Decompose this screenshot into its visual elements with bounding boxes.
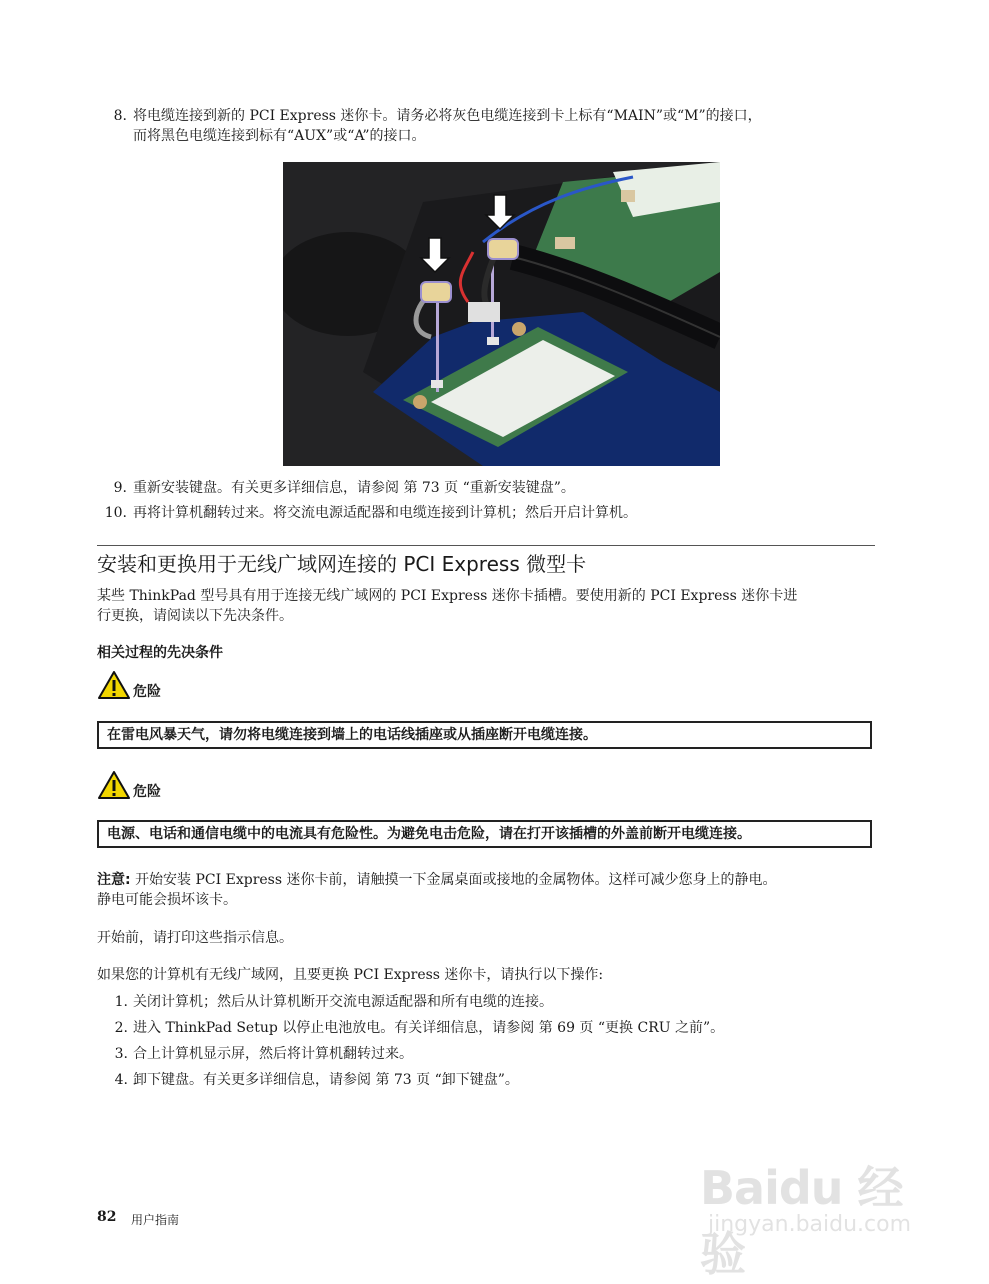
footer-title: 用户指南 (131, 1213, 180, 1227)
print-instructions: 开始前，请打印这些指示信息。 (97, 930, 293, 946)
danger-heading-1 (97, 670, 161, 700)
danger-box-2: 电源、电话和通信电缆中的电流具有危险性。为避免电击危险，请在打开该插槽的外盖前断开电缆连接。 (97, 820, 872, 848)
list-intro: 如果您的计算机有无线广域网，且要更换 PCI Express 迷你卡，请执行以下操作: (97, 967, 604, 983)
step-text: 重新安装键盘。有关更多详细信息，请参阅 第 73 页 “重新安装键盘”。 (133, 480, 575, 496)
note-line: 开始安装 PCI Express 迷你卡前，请触摸一下金属桌面或接地的金属物体。这样可减少您身上的静电。 (135, 872, 777, 888)
section-divider (97, 545, 875, 546)
watermark-logo: Baidu 经验 (700, 1161, 903, 1281)
list-text: 关闭计算机；然后从计算机断开交流电源适配器和所有电缆的连接。 (133, 994, 553, 1010)
step-8 (113, 106, 762, 146)
list-item (114, 1070, 519, 1090)
list-text: 进入 ThinkPad Setup 以停止电池放电。有关详细信息，请参阅 第 69 页 “更换 CRU 之前”。 (133, 1020, 725, 1036)
danger-box-1: 在雷电风暴天气，请勿将电缆连接到墙上的电话线插座或从插座断开电缆连接。 (97, 721, 872, 749)
danger-label: 危险 (133, 684, 161, 700)
list-number: 2. (114, 1020, 128, 1036)
list-number: 3. (114, 1046, 128, 1062)
list-text: 卸下键盘。有关更多详细信息，请参阅 第 73 页 “卸下键盘”。 (133, 1072, 519, 1088)
page-number: 82 (97, 1209, 117, 1225)
warning-icon (97, 770, 131, 800)
watermark-url: jingyan.baidu.com (708, 1212, 912, 1237)
intro-line: 某些 ThinkPad 型号具有用于连接无线广域网的 PCI Express 迷你卡插槽。要使用新的 PCI Express 迷你卡进 (97, 588, 798, 604)
list-number: 1. (114, 994, 128, 1010)
section-title: 安装和更换用于无线广域网连接的 PCI Express 微型卡 (97, 552, 587, 576)
intro-line: 行更换，请阅读以下先决条件。 (97, 608, 293, 624)
step-10 (104, 503, 637, 523)
step-text-line: 将电缆连接到新的 PCI Express 迷你卡。请务必将灰色电缆连接到卡上标有“MAIN”或“M”的接口， (133, 108, 762, 124)
list-number: 4. (114, 1072, 128, 1088)
list-item (114, 1018, 725, 1038)
danger-heading-2 (97, 770, 161, 800)
step-number: 9. (113, 480, 127, 496)
danger-label: 危险 (133, 784, 161, 800)
pci-card-cable-illustration (283, 162, 720, 466)
baidu-watermark (700, 1130, 940, 1281)
list-text: 合上计算机显示屏，然后将计算机翻转过来。 (133, 1046, 413, 1062)
prerequisites-heading: 相关过程的先决条件 (97, 645, 223, 661)
step-number: 8. (113, 108, 127, 124)
warning-icon (97, 670, 131, 700)
step-number: 10. (104, 505, 127, 521)
step-9 (113, 478, 575, 498)
note-line: 静电可能会损坏该卡。 (97, 892, 237, 908)
note (97, 870, 879, 910)
list-item (114, 992, 553, 1012)
step-text: 再将计算机翻转过来。将交流电源适配器和电缆连接到计算机；然后开启计算机。 (133, 505, 637, 521)
list-item (114, 1044, 413, 1064)
note-label: 注意: (97, 872, 131, 888)
step-text-line: 而将黑色电缆连接到标有“AUX”或“A”的接口。 (133, 128, 426, 144)
section-intro (97, 586, 879, 626)
